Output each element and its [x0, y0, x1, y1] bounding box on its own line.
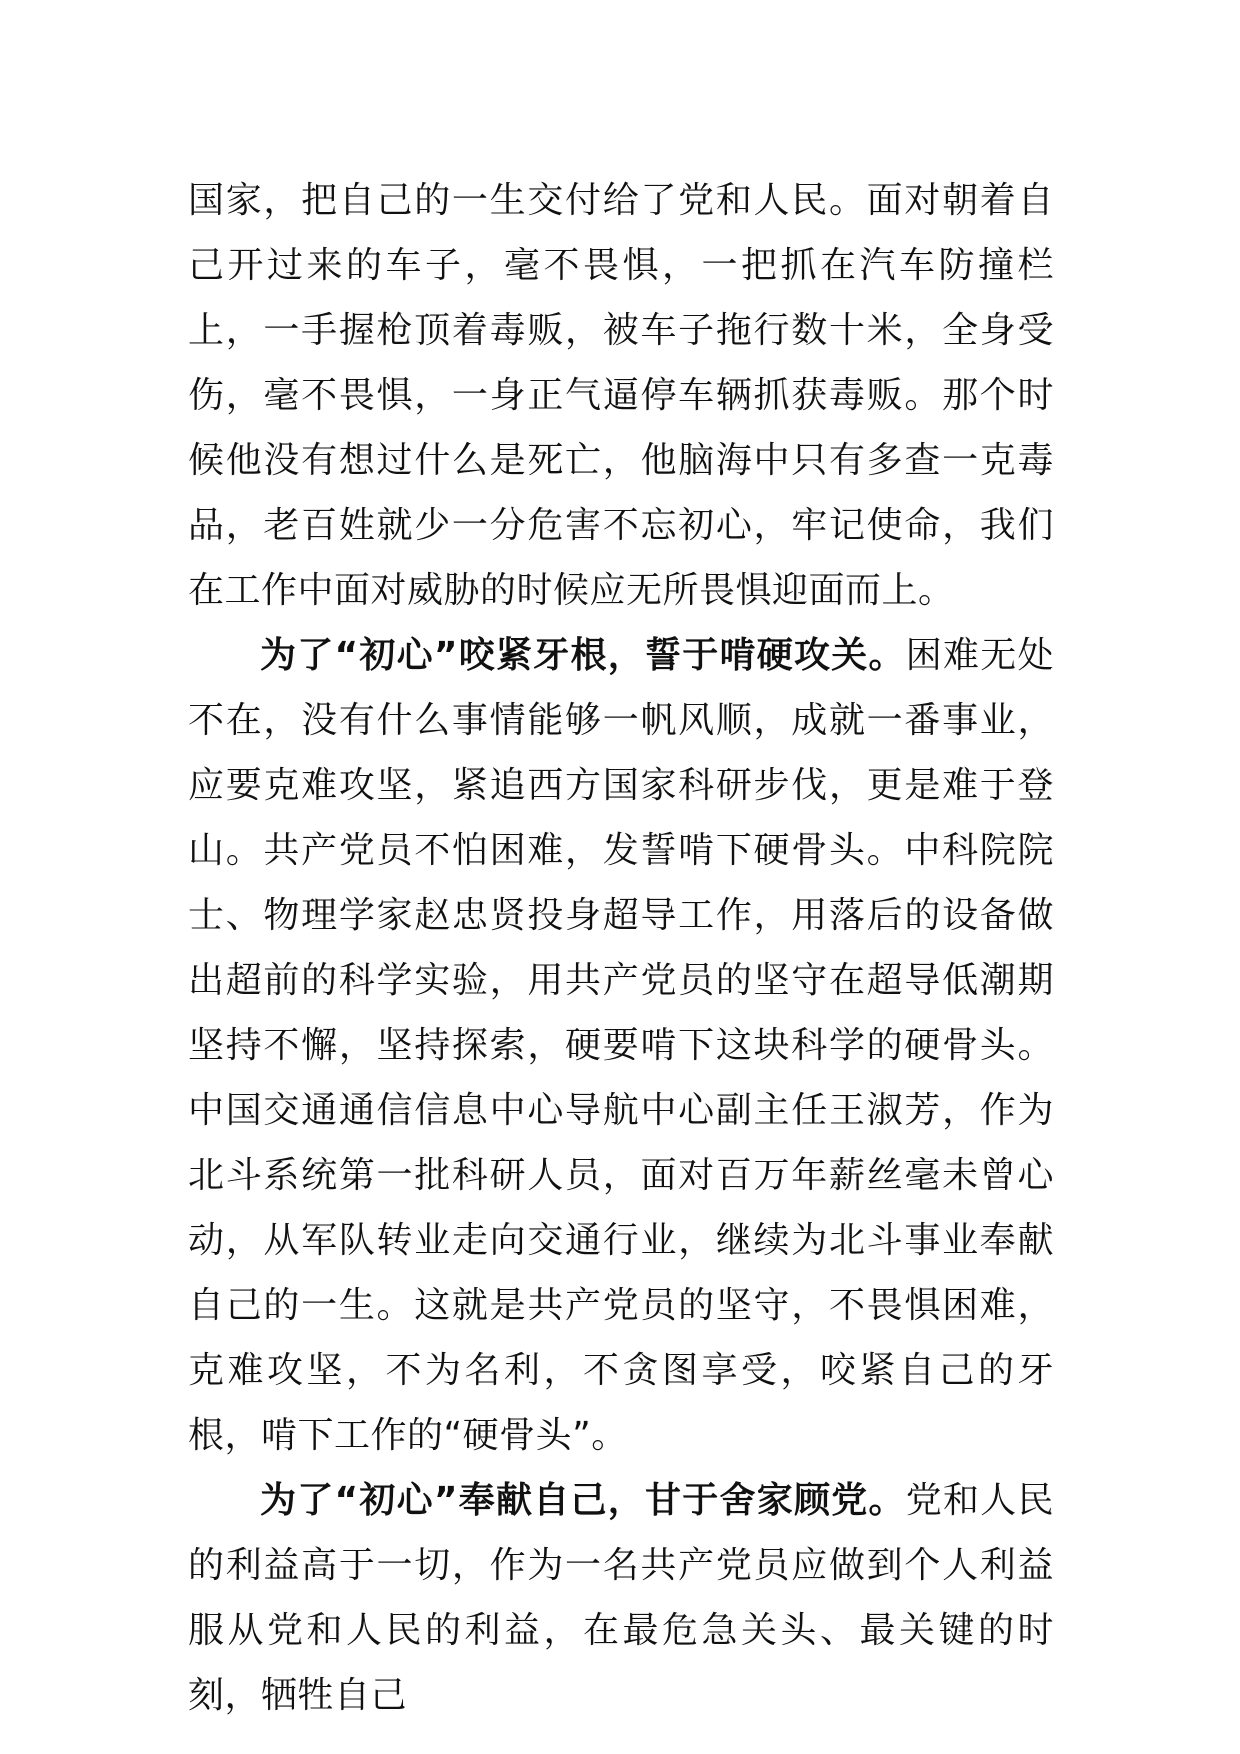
- document-body: [188, 168, 1054, 1728]
- paragraph-3-text: 党和人民的利益高于一切，作为一名共产党员应做到个人利益服从党和人民的利益，在最危急关头、最关键的时刻，牺牲自己: [188, 1480, 1054, 1716]
- paragraph-3: [188, 1468, 1054, 1728]
- paragraph-2-text: 困难无处不在，没有什么事情能够一帆风顺，成就一番事业，应要克难攻坚，紧追西方国家科研步伐，更是难于登山。共产党员不怕困难，发誓啃下硬骨头。中科院院士、物理学家赵忠贤投身超导工作，用落后的设备做出超前的科学实验，用共产党员的坚守在超导低潮期坚持不懈，坚持探索，硬要啃下这块科学的硬骨头。中国交通通信信息中心导航中心副主任王淑芳，作为北斗系统第一批科研人员，面对百万年薪丝毫未曾心动，从军队转业走向交通行业，继续为北斗事业奉献自己的一生。这就是共产党员的坚守，不畏惧困难，克难攻坚，不为名利，不贪图享受，咬紧自己的牙根，啃下工作的“硬骨头”。: [188, 635, 1054, 1456]
- paragraph-2: [188, 623, 1054, 1468]
- paragraph-2-lead: 为了“初心”咬紧牙根，誓于啃硬攻关。: [260, 635, 906, 676]
- paragraph-1-text: 国家，把自己的一生交付给了党和人民。面对朝着自己开过来的车子，毫不畏惧，一把抓在汽车防撞栏上，一手握枪顶着毒贩，被车子拖行数十米，全身受伤，毫不畏惧，一身正气逼停车辆抓获毒贩。那个时候他没有想过什么是死亡，他脑海中只有多查一克毒品，老百姓就少一分危害不忘初心，牢记使命，我们在工作中面对威胁的时候应无所畏惧迎面而上。: [188, 180, 1054, 611]
- paragraph-1: [188, 168, 1054, 623]
- paragraph-3-lead: 为了“初心”奉献自己，甘于舍家顾党。: [260, 1480, 906, 1521]
